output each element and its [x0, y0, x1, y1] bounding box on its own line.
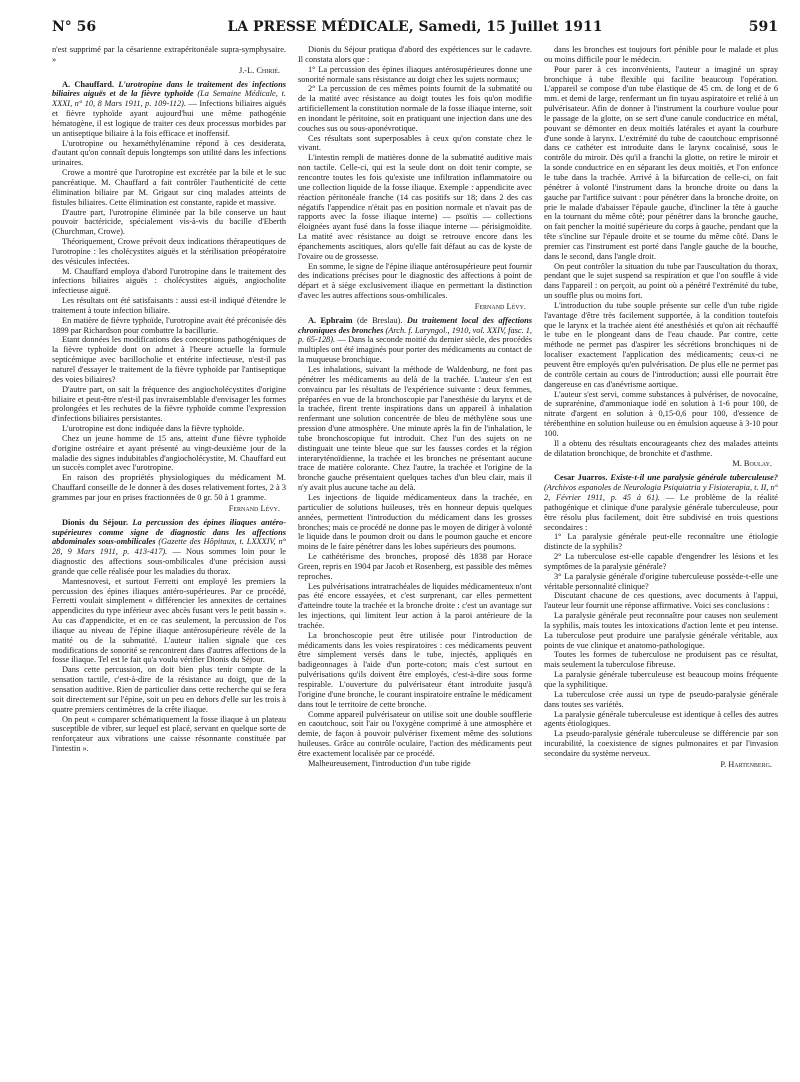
article-lead: — Le problème de la réalité pathogénique et clinique d'une paralysie générale tuberculeuse, pour être résolu plus facilement, doit être subdivisé en trois questions secondaires : — [544, 492, 778, 532]
paragraph: L'auteur s'est servi, comme substances à pulvériser, de novocaïne, de suprarénine, d'ammoniaque iodé en solution à 1-6 pour 100, de nitrate d'argent en solution à 0,15-0,6 pour 100, d'essence de térébenthine en solution huileuse ou en émulsion aqueuse à 3-10 pour 100. — [544, 389, 778, 438]
paragraph: L'intestin rempli de matières donne de la submatité auditive mais non tactile. Celle-ci, qui est la seule dont on doit tenir compte, se rencontre toutes les fois qu'existe une infiltration inflammatoire ou une collection liquide de la fosse iliaque. Exemple : appendicite avec réaction péritonéale franche (14 cas positifs sur 18; dans 2 des cas négatifs l'appendice n'était pas en position normale et n'avait pas de rapports avec la fosse iliaque interne) — psoïtis — collections éloignées ayant fusé dans la fosse iliaque interne — périsigmoïdite. La matité avec résistance au doigt se retrouve encore dans les épanchements ascitiques, alors qu'elle fait défaut au cas de kyste de l'ovaire ou de grossesse. — [298, 153, 532, 261]
article-lead: — Nous sommes loin pour le diagnostic des affections sous-ombilicales d'une précision aussi grande que celle réalisée pour les maladies du thorax. — [52, 547, 286, 576]
article-title: La percussion des épines iliaques antéro-supérieures comme signe de diagnostic dans les affections abdominales sous-ombilicales — [52, 517, 286, 547]
paragraph: En matière de fièvre typhoïde, l'urotropine avait été préconisée dès 1899 par Richardson pour combattre la bacillurie. — [52, 315, 286, 335]
paragraph: D'autre part, on sait la fréquence des angiocholécystites d'origine biliaire et peut-être n'est-il pas invraisemblable d'envisager les formes prolongées et les rechutes de la fièvre typhoïde comme l'expression d'infections biliaires persistantes. — [52, 384, 286, 424]
paragraph: Malheureusement, l'introduction d'un tube rigide — [308, 758, 471, 768]
journal-title: LA PRESSE MÉDICALE, Samedi, 15 Juillet 1911 — [227, 19, 603, 35]
paragraph: Théoriquement, Crowe prévoit deux indications thérapeutiques de l'urotropine : les cholécystites aiguës et la stérilisation préopératoire des vésicules infectées. — [52, 237, 286, 266]
paragraph: Crowe a montré que l'urotropine est excrétée par la bile et le suc pancréatique. M. Chauffard a fait contrôler l'authenticité de cette élimination biliaire par M. Grigaut sur cinq malades atteints de fistules biliaires. Cette élimination est constante, rapide et massive. — [52, 168, 286, 207]
paragraph: Les pulvérisations intratrachéales de liquides médicamenteux n'ont pas été encore essayées, et c'est surprenant, car elles permettent d'atteindre toute la trachée et la bronche droite : c'est un avantage sur les injections, qui limitent leur action à la paroi antérieure de la trachée. — [298, 581, 532, 630]
paragraph: D'autre part, l'urotropine éliminée par la bile conserve un haut pouvoir bactéricide, spécialement vis-à-vis du bacille d'Eberth (Churchman, Crowe). — [52, 207, 286, 237]
article-body — [544, 532, 778, 758]
article-title: Du traitement local des affections chroniques des bronches — [298, 315, 532, 335]
page-number: 591 — [748, 19, 778, 35]
paragraph: La tuberculose crée aussi un type de pseudo-paralysie générale dans toutes ses variétés. — [544, 689, 778, 709]
paragraph: L'introduction du tube souple présente sur celle d'un tube rigide l'avantage d'être très facilement supportée, à la condition toutefois que le larynx et la trachée aient été anesthésiés et qu'on ait réchauffé le tube en le plongeant dans de l'eau chaude. Par contre, cette méthode ne permet pas d'aspirer les sécrétions bronchiques ni de localiser exactement l'application des médicaments; ceux-ci ne peuvent être employés qu'en pulvérisation. De plus elle ne permet pas de contrôle certain au cours de l'introduction; aussi elle pourrait être dangereuse en cas d'anévrisme aortique. — [544, 300, 778, 389]
paragraph: Dionis du Séjour pratiqua d'abord des expériences sur le cadavre. Il constata alors que : — [298, 45, 532, 64]
column-left — [52, 45, 286, 1077]
article-author: Cesar Juarros. — [554, 473, 608, 483]
paragraph: Mantesnovesi, et surtout Ferretti ont employé les premiers la percussion des épines iliaques antéro-supérieures. Par ce procédé, Ferretti voulait simplement « différencier les annexites de certaines appendicites du type inférieur avec abcès fusant vers le petit bassin ». Au cas d'appendicite, et en ce cas seulement, la percussion de l'os iliaque au niveau de l'épine iliaque antérosupérieure révèle de la matité ou de la submatité. L'auteur italien signale que ces modifications de sonorité se rencontrent dans d'autres affections de la fosse iliaque. Tel est le fait qu'a voulu vérifier Dionis du Séjour. — [52, 576, 286, 665]
article-lead: — Dans la seconde moitié du dernier siècle, des procédés multiples ont été imaginés pour porter des médicaments au contact de la muqueuse bronchique. — [298, 335, 532, 365]
article-header — [52, 518, 286, 577]
page-header — [52, 19, 778, 39]
issue-number: N° 56 — [52, 19, 97, 35]
paragraph: 1° La percussion des épines iliaques antérosupérieures donne une sonorité normale sans résistance au doigt chez les sujets normaux; — [298, 64, 532, 84]
paragraph: n'est supprimé par la césarienne extrapéritonéale supra-symphysaire. » — [52, 45, 286, 64]
article-header — [52, 80, 286, 139]
article-body — [544, 45, 778, 458]
paragraph: Toutes les formes de tuberculose ne produisent pas ce résultat, mais seulement la tuberculose fibreuse. — [544, 650, 778, 670]
signature: Fernand Lévy. — [228, 503, 280, 513]
paragraph: Les injections de liquide médicamenteux dans la trachée, en particulier de solutions huileuses, très en honneur depuis quelques années, permettent l'introduction du médicament dans les grosses bronches; mais ce procédé ne donne pas le moyen de diriger à volonté le liquide dans le poumon droit ou dans le poumon gauche et encore moins de le faire pénétrer dans les lobes supérieurs des poumons. — [298, 492, 532, 552]
paragraph: La pseudo-paralysie générale tuberculeuse se différencie par son incurabilité, la coexistence de signes pulmonaires et par l'invasion secondaire du système nerveux. — [544, 729, 778, 758]
article-reference: (Arch. f. Laryngol., 1910, vol. XXIV, fasc. 1, p. 65-128). — [298, 325, 532, 345]
article-header — [544, 473, 778, 532]
paragraph: 2° La tuberculose est-elle capable d'engendrer les lésions et les symptômes de la paralysie générale? — [544, 552, 778, 571]
paragraph: Comme appareil pulvérisateur on utilise soit une double soufflerie en caoutchouc, soit l'air ou l'oxygène comprimé à une atmosphère et demie, de façon à pouvoir pulvériser fixement même des solutions huileuses. Grâce au contrôle oculaire, l'action des médicaments peut être exactement localisée par ce procédé. — [298, 709, 532, 758]
signature: M. Boulay. — [732, 459, 772, 469]
article-title: L'urotropine dans le traitement des infections biliaires aiguës et de la fièvre typhoïde — [52, 79, 286, 99]
paragraph: Les inhalations, suivant la méthode de Waldenburg, ne font pas pénétrer les médicaments au delà de la trachée. L'auteur s'en est convaincu par les résultats de l'expérience suivante : deux femmes, préparées en vue de la bronchoscopie par l'anesthésie du larynx et de la trachée, firent trente inspirations dans un appareil à inhalation renfermant une solution concentrée de bleu de méthylène sous une pression d'une atmosphère. Une minute après la fin de l'inhalation, le tube bronchoscopique fut introduit. Chez l'un des sujets on ne distinguait une teinte bleue que sur les fausses cordes et la région interaryténoïdienne, la trachée et les bronches ne présentant aucune trace de matière colorante. Chez l'autre, la trachée et l'origine de la bronche gauche présentaient quelques taches d'un bleu clair, mais il n'y avait plus aucune tache au delà. — [298, 365, 532, 493]
paragraph: L'urotropine est donc indiquée dans la fièvre typhoïde. — [62, 424, 245, 434]
paragraph: dans les bronches est toujours fort pénible pour le malade et plus ou moins difficile pour le médecin. — [544, 45, 778, 64]
article-author-place: (de Breslau). — [356, 315, 403, 325]
paragraph: L'urotropine ou hexaméthylénamine répond à ces desiderata, d'autant qu'on connaît depuis longtemps son utilité dans les infections urinaires. — [52, 138, 286, 168]
article-author: A. Chauffard. — [62, 79, 114, 89]
paragraph: 1° La paralysie générale peut-elle reconnaître une étiologie distincte de la syphilis? — [544, 532, 778, 552]
signature: P. Hartenberg. — [720, 759, 772, 769]
column-right — [544, 45, 778, 1077]
paragraph: La paralysie générale tuberculeuse est beaucoup moins fréquente que la syphilitique. — [544, 670, 778, 689]
paragraph: M. Chauffard employa d'abord l'urotropine dans le traitement des infections biliaires aiguës : cholécystites aiguës, angiocholite infectieuse aiguë. — [52, 266, 286, 296]
paragraph: Chez un jeune homme de 15 ans, atteint d'une fièvre typhoïde d'origine ostréaire et ayant présenté au vingt-deuxième jour de la maladie des signes indubitables d'angiocholécystite, M. Chauffard eut un succès complet avec l'urotropine. — [52, 433, 286, 473]
paragraph: La bronchoscopie peut être utilisée pour l'introduction de médicaments dans les voies respiratoires : ces médicaments peuvent être simplement versés dans le tube, injectés, appliqués en badigeonnages à l'aide d'un porte-coton; mais c'est surtout en pulvérisations qu'ils doivent être employés, c'est-à-dire sous forme respirable. L'ouverture du pulvérisateur étant introduite jusqu'à l'origine d'une bronche, le courant inspiratoire entraîne le médicament dans tout le territoire de cette bronche. — [298, 630, 532, 709]
article-body — [52, 577, 286, 754]
paragraph: 2° La percussion de ces mêmes points fournit de la submatité ou de la matité avec résistance au doigt toutes les fois qu'on modifie artificiellement la constitution normale de la fosse iliaque interne, soit en inondant le péritoine, soit en pratiquant une injection dans une des couches sus ou sous-aponévrotique. — [298, 84, 532, 133]
signature: Fernand Lévy. — [474, 301, 526, 311]
paragraph: On peut contrôler la situation du tube par l'auscultation du thorax, pendant que le sujet suspend sa respiration et que l'on souffle à vide dans l'appareil : on perçoit, au point où a pénétré l'extrémité du tube, un souffle plus ou moins fort. — [544, 261, 778, 301]
article-body — [298, 45, 532, 301]
paragraph: Il a obtenu des résultats encourageants chez des malades atteints de dilatation bronchique, de bronchite et d'asthme. — [544, 438, 778, 458]
article-lead: — Infections biliaires aiguës et fièvre typhoïde ayant aujourd'hui une même pathogénie hématogène, il est logique de traiter ces deux processus morbides par un antiseptique biliaire à la fois efficace et inoffensif. — [52, 99, 286, 138]
article-author: A. Ephraim — [308, 315, 353, 325]
paragraph: En raison des propriétés physiologiques du médicament M. Chauffard conseille de le donner à des doses relativement fortes, 2 à 3 grammes par jour en prises fractionnées de 0 gr. 50 à 1 gramme. — [52, 473, 286, 502]
paragraph: Discutant chacune de ces questions, avec documents à l'appui, l'auteur leur fournit une réponse affirmative. Voici ses conclusions : — [544, 591, 778, 611]
article-body — [52, 139, 286, 503]
paragraph: Ces résultats sont superposables à ceux qu'on constate chez le vivant. — [298, 133, 532, 153]
paragraph: Les résultats ont été satisfaisants : aussi est-il indiqué d'étendre le traitement à toute infection biliaire. — [52, 296, 286, 315]
article-reference: (Archivos espanoles de Neurologia Psiquiatria y Fisioterapia, t. II, n° 2, Février 1911, p. 45 à 61). — [544, 483, 778, 502]
article-columns — [52, 45, 778, 1077]
paragraph: Pour parer à ces inconvénients, l'auteur a imaginé un spray bronchique à tube flexible qui facilite beaucoup l'opération. L'appareil se compose d'un tube élastique de 45 cm. de long et de 6 mm. et demi de large, renfermant un fin tuyau aspiratoire et relié à un pulvérisateur. Afin de donner à l'instrument la courbure voulue pour le passage de la glotte, on se sert d'une canule conductrice en métal, pouvant se démonter en deux moitiés latérales et ayant la courbure d'une sonde à larynx. L'extrémité du tube de caoutchouc emprisonné dans ce cathéter est introduite dans le larynx cocaïnisé, sous le contrôle du miroir. Dès qu'il a franchi la glotte, on retire le miroir et la sonde conductrice en en séparant les deux moitiés, et l'on enfonce le tube dans la trachée. Arrivé à la bifurcation de celle-ci, on fait pénétrer à volonté l'instrument dans la bronche droite ou dans la gauche par l'artifice suivant : pour pénétrer dans la bronche droite, on prie le malade d'abaisser l'épaule gauche, d'incliner la tête à gauche en la tournant du même côté; pour pénétrer dans la bronche gauche, on fait pencher la moitié supérieure du corps à gauche, pendant que la tête s'incline sur l'épaule droite et se tourne du même côté. Dans le premier cas l'instrument est porté dans l'angle gauche de la bouche, dans le second, dans l'angle droit. — [544, 64, 778, 261]
paragraph: Etant données les modifications des conceptions pathogéniques de la fièvre typhoïde dont on admet à l'heure actuelle la formule septicémique avec bacillocholie et entérite infectieuse, n'est-il pas naturel d'essayer le traitement de la fièvre typhoïde par l'antiseptique des voies biliaires? — [52, 335, 286, 384]
paragraph: 3° La paralysie générale d'origine tuberculeuse possède-t-elle une véritable personnalité clinique? — [544, 571, 778, 591]
paragraph: En somme, le signe de l'épine iliaque antérosupérieure peut fournir des indications précises pour le diagnostic des affections à point de départ et à siège exclusivement iliaque en permettant la distinction d'avec les autres affections sous-ombilicales. — [298, 261, 532, 301]
article-reference: (Gazette des Hôpitaux, t. LXXXIV, n° 28, 9 Mars 1911, p. 413-417). — [52, 537, 286, 557]
paragraph: Dans cette percussion, on doit bien plus tenir compte de la sensation tactile, c'est-à-dire de la résistance au doigt, que de la sensation auditive. Rien de particulier dans cette recherche qui se fera soit directement sur l'épine, soit un peu en dehors d'elle sur les trois à quatre premiers centimètres de la crête iliaque. — [52, 665, 286, 714]
article-header — [298, 316, 532, 365]
article-author: Dionis du Séjour. — [62, 517, 128, 527]
paragraph: Le cathétérisme des bronches, proposé dès 1838 par Horace Green, repris en 1904 par Jacob et Rosenberg, est passible des mêmes reproches. — [298, 552, 532, 581]
article-reference: (La Semaine Médicale, t. XXXI, n° 10, 8 Mars 1911, p. 109-112). — [52, 89, 286, 109]
column-middle — [298, 45, 532, 1077]
signature: J.-L. Chirié. — [238, 65, 280, 75]
paragraph: La paralysie générale peut reconnaître pour causes non seulement la syphilis, mais toutes les intoxications d'action lente et peu intense. La tuberculose peut produire une paralysie générale véritable, aux points de vue clinique et anatomo-pathologique. — [544, 611, 778, 650]
article-body — [298, 365, 532, 769]
article-title: Existe-t-il une paralysie générale tuberculeuse? — [610, 473, 778, 483]
paragraph: On peut « comparer schématiquement la fosse iliaque à un plateau susceptible de vibrer, sur lequel est placé, servant en quelque sorte de renforçateur aux vibrations une caisse résonnante constituée par l'intestin ». — [52, 714, 286, 754]
paragraph: La paralysie générale tuberculeuse est identique à celles des autres agents étiologiques. — [544, 709, 778, 729]
